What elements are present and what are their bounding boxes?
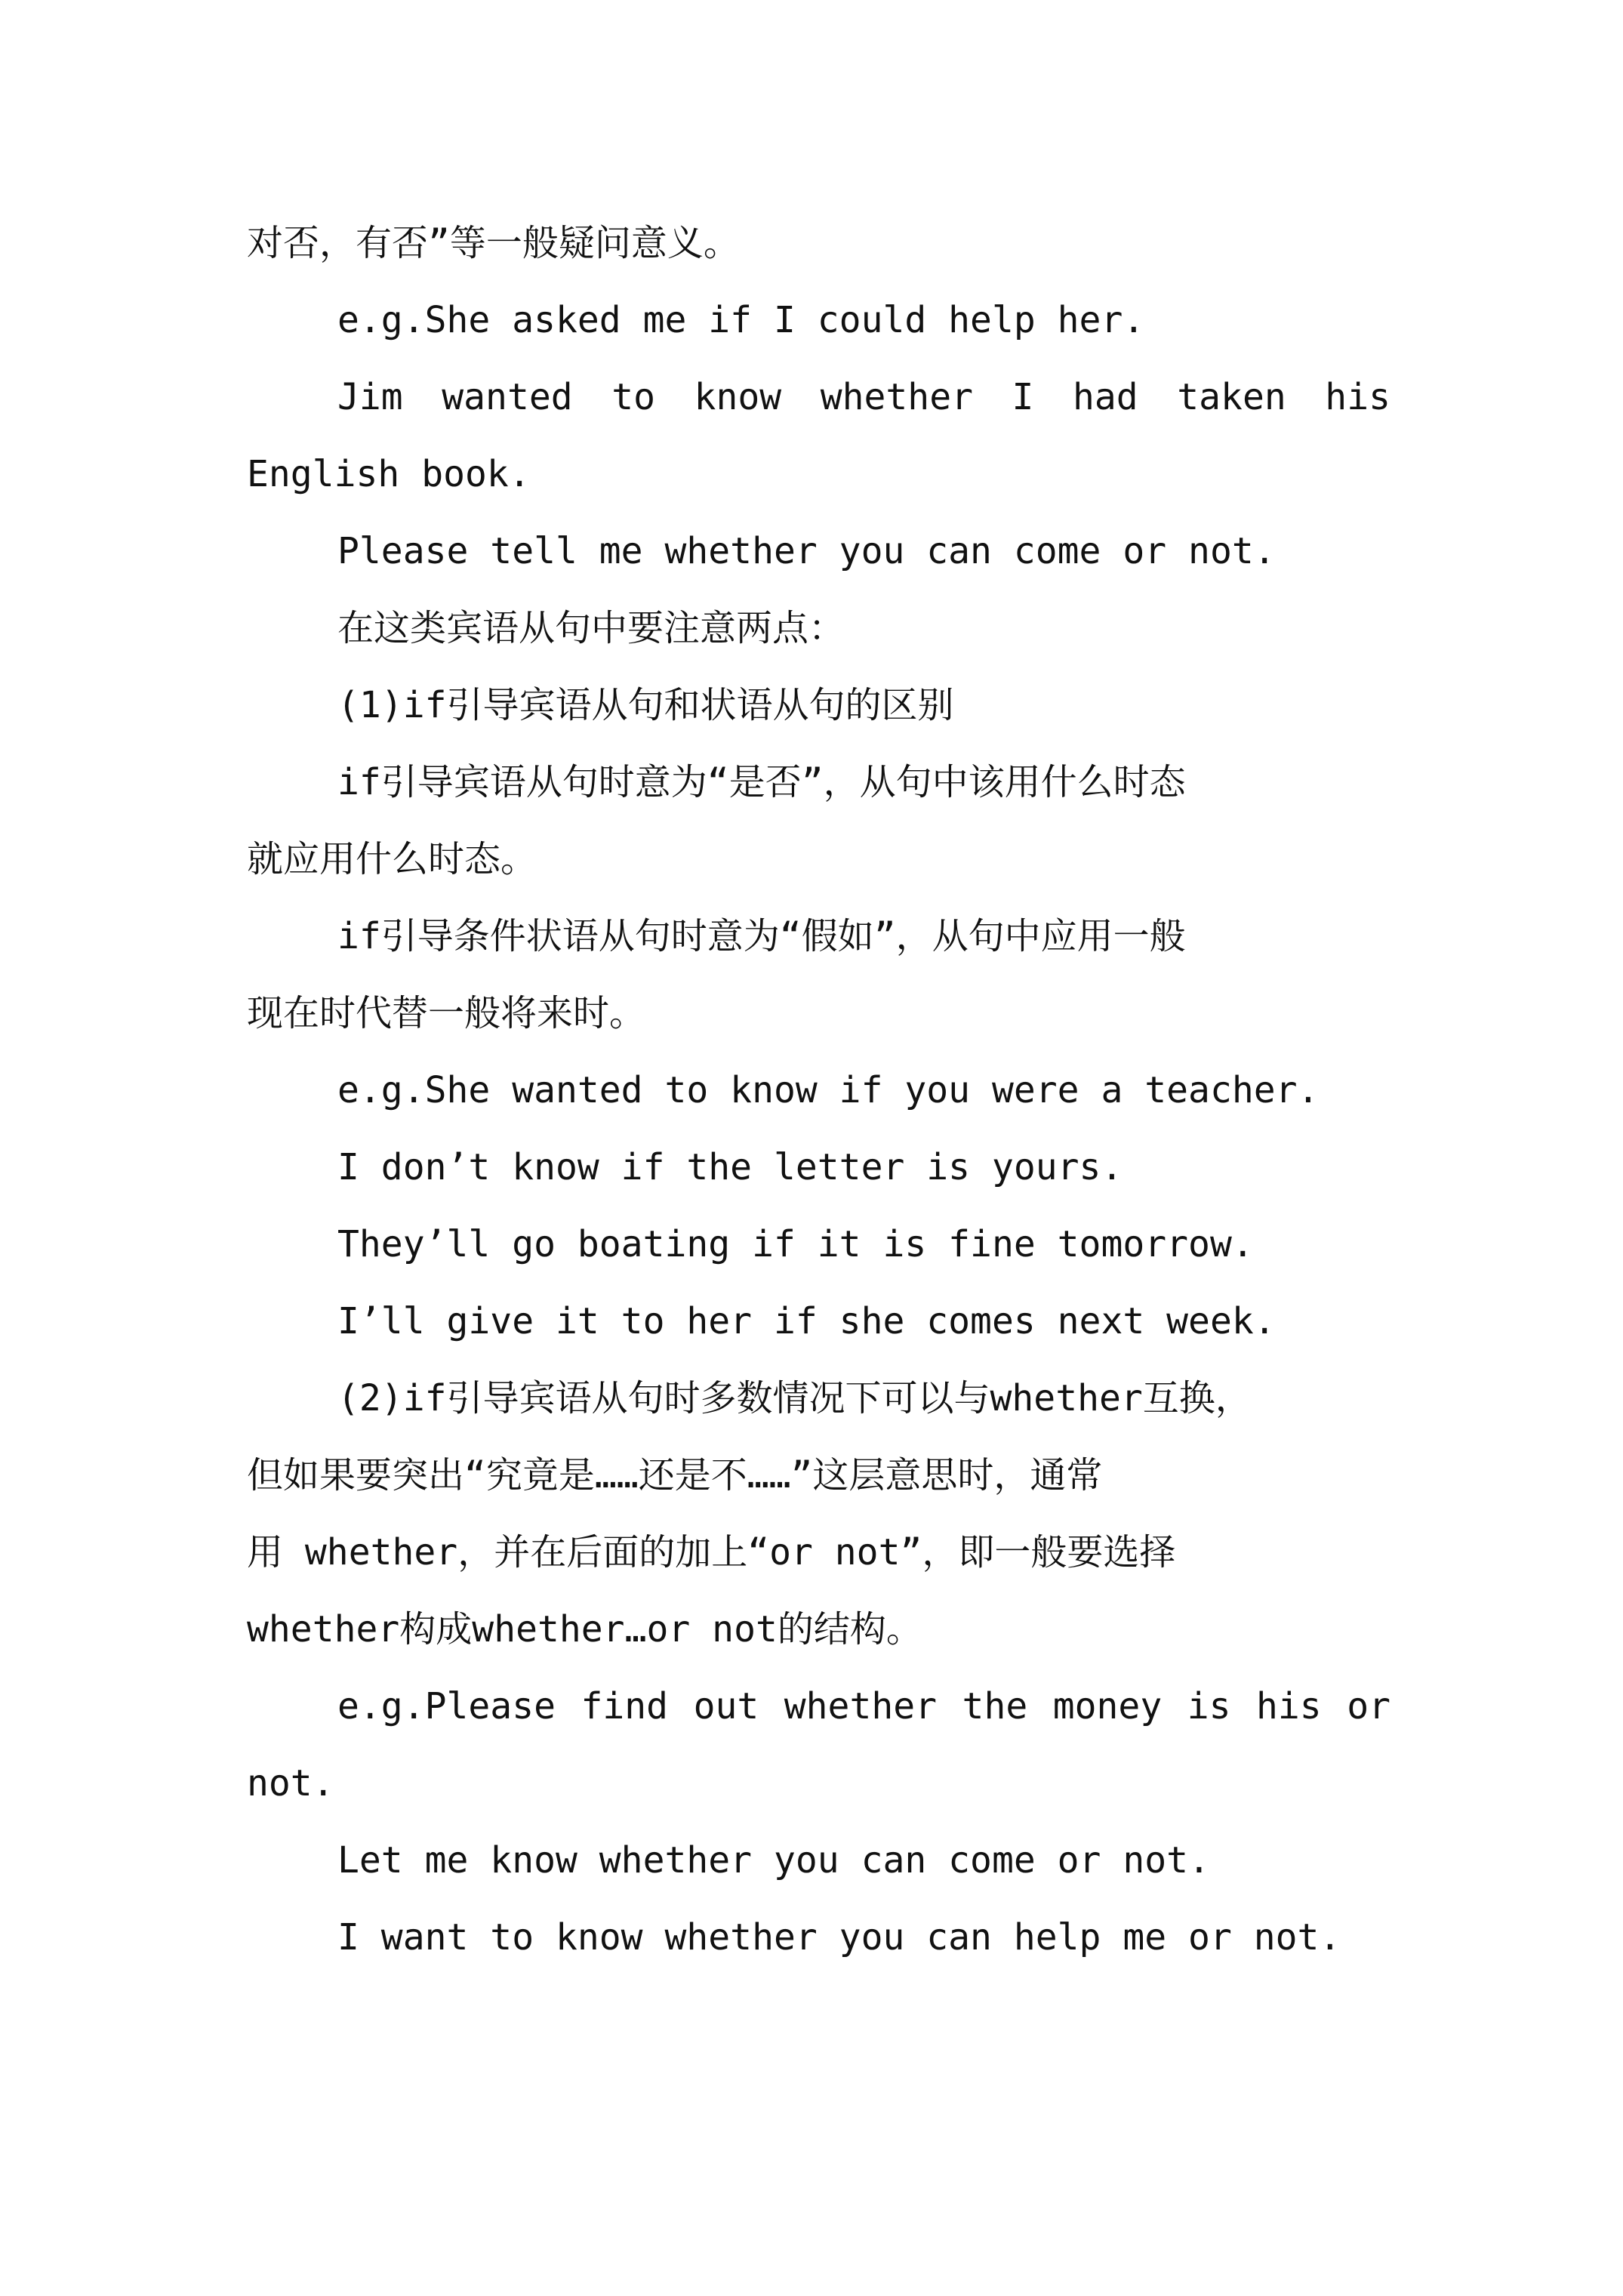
text-line-7: (1)if引导宾语从句和状语从句的区别 xyxy=(337,684,954,726)
text-line-20: e.g.Please find out whether the money is his or xyxy=(337,1685,1390,1727)
text-line-14: They’ll go boating if it is fine tomorrow. xyxy=(337,1223,1254,1265)
text-line-23: I want to know whether you can help me or not. xyxy=(337,1916,1341,1959)
text-line-8: if引导宾语从句时意为“是否”，从句中该用什么时态 xyxy=(337,761,1186,803)
text-line-17: 但如果要突出“究竟是……还是不……”这层意思时，通常 xyxy=(247,1454,1103,1496)
text-line-6: 在这类宾语从句中要注意两点： xyxy=(337,607,845,649)
text-line-18: 用 whether，并在后面的加上“or not”，即一般要选择 xyxy=(247,1531,1176,1573)
text-line-19: whether构成whether…or not的结构。 xyxy=(247,1608,922,1650)
text-line-2: e.g.She asked me if I could help her. xyxy=(337,299,1145,341)
text-line-10: if引导条件状语从句时意为“假如”，从句中应用一般 xyxy=(337,915,1186,957)
text-line-11: 现在时代替一般将来时。 xyxy=(247,992,646,1034)
text-line-13: I don’t know if the letter is yours. xyxy=(337,1146,1123,1188)
text-line-16: (2)if引导宾语从句时多数情况下可以与whether互换， xyxy=(337,1377,1252,1419)
text-line-1: 对否，有否”等一般疑问意义。 xyxy=(247,222,740,264)
text-line-15: I’ll give it to her if she comes next week. xyxy=(337,1300,1276,1342)
text-line-5: Please tell me whether you can come or not. xyxy=(337,530,1276,572)
text-line-4: English book. xyxy=(247,453,531,495)
text-line-3: Jim wanted to know whether I had taken his xyxy=(337,376,1390,418)
text-line-21: not. xyxy=(247,1762,334,1804)
text-line-22: Let me know whether you can come or not. xyxy=(337,1839,1210,1881)
text-line-9: 就应用什么时态。 xyxy=(247,838,537,880)
text-line-12: e.g.She wanted to know if you were a teacher. xyxy=(337,1069,1320,1111)
